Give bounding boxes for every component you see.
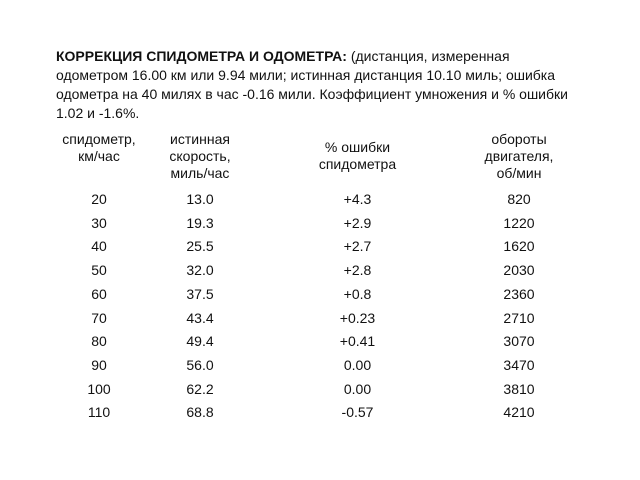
intro-paragraph — [56, 47, 581, 123]
header-line: % ошибки — [324, 139, 391, 155]
table-row — [56, 354, 581, 378]
cell-error: +2.7 — [343, 238, 372, 255]
header-line: спидометра — [318, 156, 397, 172]
cell-error: +0.23 — [339, 309, 376, 326]
cell-speedometer: 80 — [91, 333, 107, 350]
cell-speedometer: 20 — [91, 191, 107, 207]
header-line: обороты — [491, 131, 547, 147]
cell-rpm: 3810 — [503, 380, 535, 397]
cell-speedometer: 30 — [91, 214, 107, 231]
cell-rpm: 3470 — [503, 356, 535, 373]
cell-rpm: 1620 — [503, 238, 535, 255]
table-row — [56, 401, 581, 425]
cell-error: -0.57 — [341, 404, 374, 421]
table-header — [56, 131, 581, 188]
cell-true-speed: 68.8 — [186, 404, 214, 421]
cell-error: +0.8 — [343, 285, 372, 302]
cell-error: +0.41 — [339, 333, 376, 350]
cell-rpm: 1220 — [503, 214, 535, 231]
table-row — [56, 283, 581, 307]
cell-true-speed: 13.0 — [186, 191, 214, 207]
cell-true-speed: 37.5 — [186, 285, 214, 302]
intro-title: КОРРЕКЦИЯ СПИДОМЕТРА И ОДОМЕТРА: — [56, 48, 347, 64]
cell-error: 0.00 — [343, 356, 372, 373]
table-row — [56, 235, 581, 259]
cell-speedometer: 90 — [91, 356, 107, 373]
cell-true-speed: 43.4 — [186, 309, 214, 326]
table-body — [56, 188, 581, 425]
header-true-speed — [142, 131, 258, 188]
cell-error: 0.00 — [343, 380, 372, 397]
header-line: км/час — [78, 148, 120, 164]
header-line: миль/час — [170, 165, 230, 181]
cell-speedometer: 110 — [87, 404, 111, 421]
intro-text: (дистанция, измеренная одометром 16.00 км или 9.94 мили; истинная дистанция 10.10 миль; ошибка одометра на 40 милях в час -0.16 мили. Коэффициент умножения и % ошибки 1.02 и -1.6%. — [56, 48, 568, 121]
cell-true-speed: 19.3 — [186, 214, 214, 231]
header-speedometer-kmh — [56, 131, 142, 188]
cell-rpm: 2360 — [503, 285, 535, 302]
header-line: скорость, — [169, 148, 231, 164]
header-line: спидометр, — [62, 131, 136, 147]
cell-speedometer: 50 — [91, 262, 107, 279]
header-engine-rpm — [457, 131, 581, 188]
cell-rpm: 2030 — [503, 262, 535, 279]
table-row — [56, 378, 581, 402]
table-row — [56, 307, 581, 331]
cell-speedometer: 70 — [91, 309, 107, 326]
cell-true-speed: 25.5 — [186, 238, 214, 255]
cell-error: +2.8 — [343, 262, 372, 279]
cell-speedometer: 40 — [91, 238, 107, 255]
cell-true-speed: 49.4 — [186, 333, 214, 350]
table-row — [56, 212, 581, 236]
header-line: об/мин — [496, 165, 542, 181]
document-content — [56, 47, 581, 425]
cell-rpm: 4210 — [503, 404, 535, 421]
speedometer-correction-table — [56, 131, 581, 425]
cell-rpm: 2710 — [503, 309, 535, 326]
cell-true-speed: 56.0 — [186, 356, 214, 373]
table-row — [56, 188, 581, 212]
table-row — [56, 259, 581, 283]
cell-true-speed: 62.2 — [186, 380, 214, 397]
cell-rpm: 820 — [507, 191, 531, 207]
cell-speedometer: 60 — [91, 285, 107, 302]
cell-rpm: 3070 — [503, 333, 535, 350]
table-header-row — [56, 131, 581, 188]
header-line: двигателя, — [484, 148, 554, 164]
header-speedometer-error — [258, 131, 457, 188]
cell-error: +4.3 — [343, 191, 372, 207]
table-row — [56, 330, 581, 354]
cell-error: +2.9 — [343, 214, 372, 231]
header-line: истинная — [170, 131, 230, 147]
cell-speedometer: 100 — [87, 380, 111, 397]
cell-true-speed: 32.0 — [186, 262, 214, 279]
